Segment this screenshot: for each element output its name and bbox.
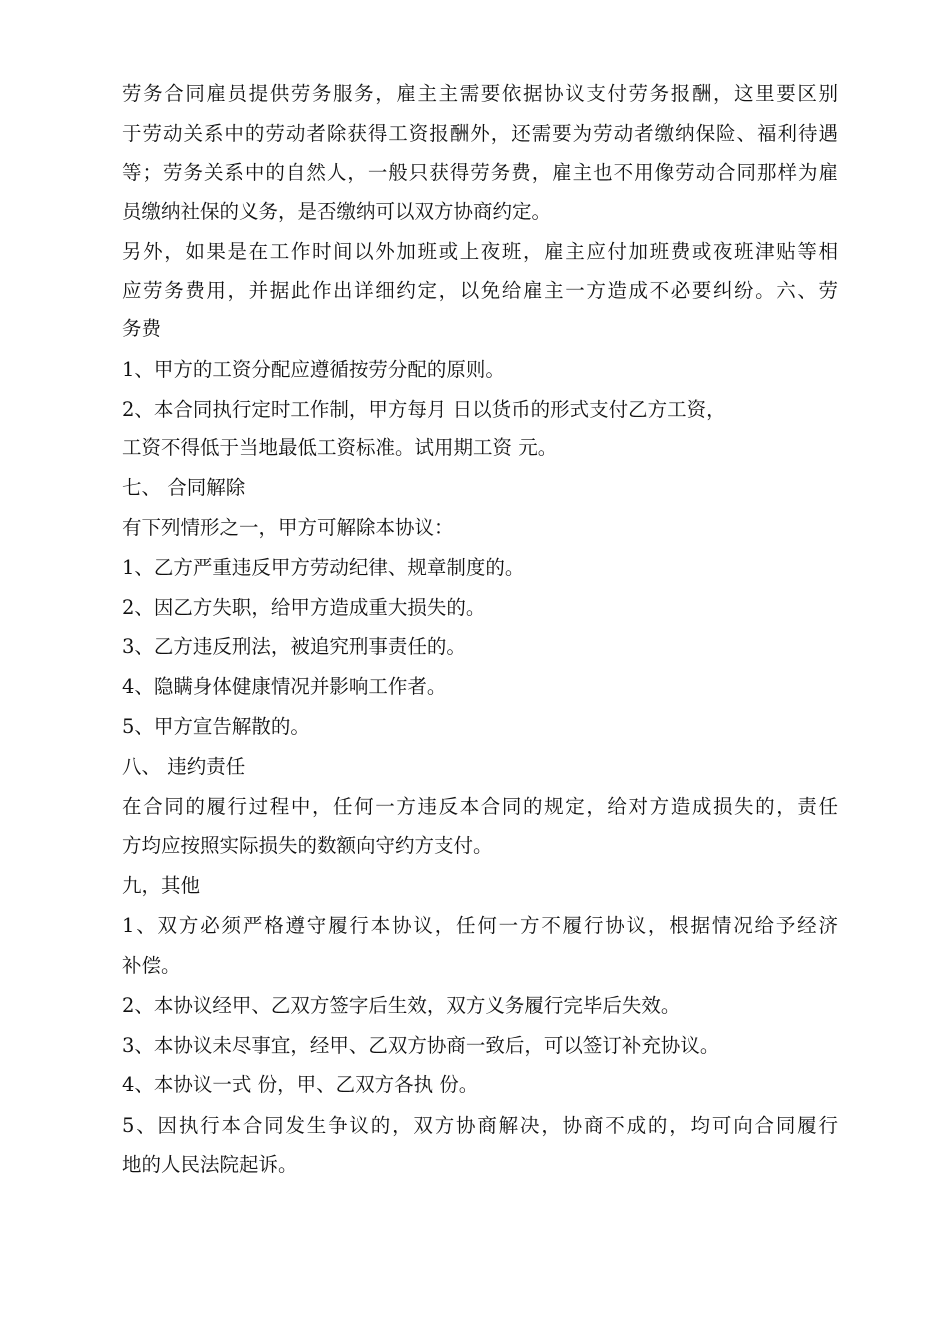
text-line: 在合同的履行过程中，任何一方违反本合同的规定，给对方造成损失的，责任 [122, 795, 838, 818]
text-line: 地的人民法院起诉。 [122, 1153, 298, 1176]
text-line: 应劳务费用，并据此作出详细约定，以免给雇主一方造成不必要纠纷。六、劳 [122, 279, 838, 302]
text-line: 另外，如果是在工作时间以外加班或上夜班，雇主应付加班费或夜班津贴等相 [122, 240, 838, 263]
text-line: 5、因执行本合同发生争议的，双方协商解决，协商不成的，均可向合同履行 [122, 1114, 838, 1137]
text-line: 员缴纳社保的义务，是否缴纳可以双方协商约定。 [122, 200, 552, 223]
section-heading: 七、 合同解除 [122, 476, 246, 499]
text-line: 2、本合同执行定时工作制，甲方每月 日以货币的形式支付乙方工资， [122, 398, 726, 421]
text-line: 工资不得低于当地最低工资标准。试用期工资 元。 [122, 436, 558, 459]
text-line: 3、乙方违反刑法，被追究刑事责任的。 [122, 635, 466, 658]
text-line: 方均应按照实际损失的数额向守约方支付。 [122, 834, 493, 857]
text-line: 补偿。 [122, 954, 181, 977]
text-line: 2、因乙方失职，给甲方造成重大损失的。 [122, 596, 486, 619]
text-line: 于劳动关系中的劳动者除获得工资报酬外，还需要为劳动者缴纳保险、福利待遇 [122, 122, 838, 145]
text-line: 4、隐瞒身体健康情况并影响工作者。 [122, 675, 447, 698]
text-line: 1、甲方的工资分配应遵循按劳分配的原则。 [122, 358, 505, 381]
text-line: 1、乙方严重违反甲方劳动纪律、规章制度的。 [122, 556, 525, 579]
text-line: 有下列情形之一，甲方可解除本协议： [122, 516, 454, 539]
text-line: 劳务合同雇员提供劳务服务，雇主主需要依据协议支付劳务报酬，这里要区别 [122, 82, 838, 105]
text-line: 5、甲方宣告解散的。 [122, 715, 310, 738]
text-line: 2、本协议经甲、乙双方签字后生效，双方义务履行完毕后失效。 [122, 994, 681, 1017]
text-line: 3、本协议未尽事宜，经甲、乙双方协商一致后，可以签订补充协议。 [122, 1034, 720, 1057]
text-line: 4、本协议一式 份，甲、乙双方各执 份。 [122, 1073, 479, 1096]
text-line: 务费 [122, 317, 162, 340]
section-heading: 九，其他 [122, 874, 201, 897]
text-line: 1、双方必须严格遵守履行本协议，任何一方不履行协议，根据情况给予经济 [122, 914, 838, 937]
text-line: 等；劳务关系中的自然人，一般只获得劳务费，雇主也不用像劳动合同那样为雇 [122, 161, 838, 184]
section-heading: 八、 违约责任 [122, 755, 246, 778]
